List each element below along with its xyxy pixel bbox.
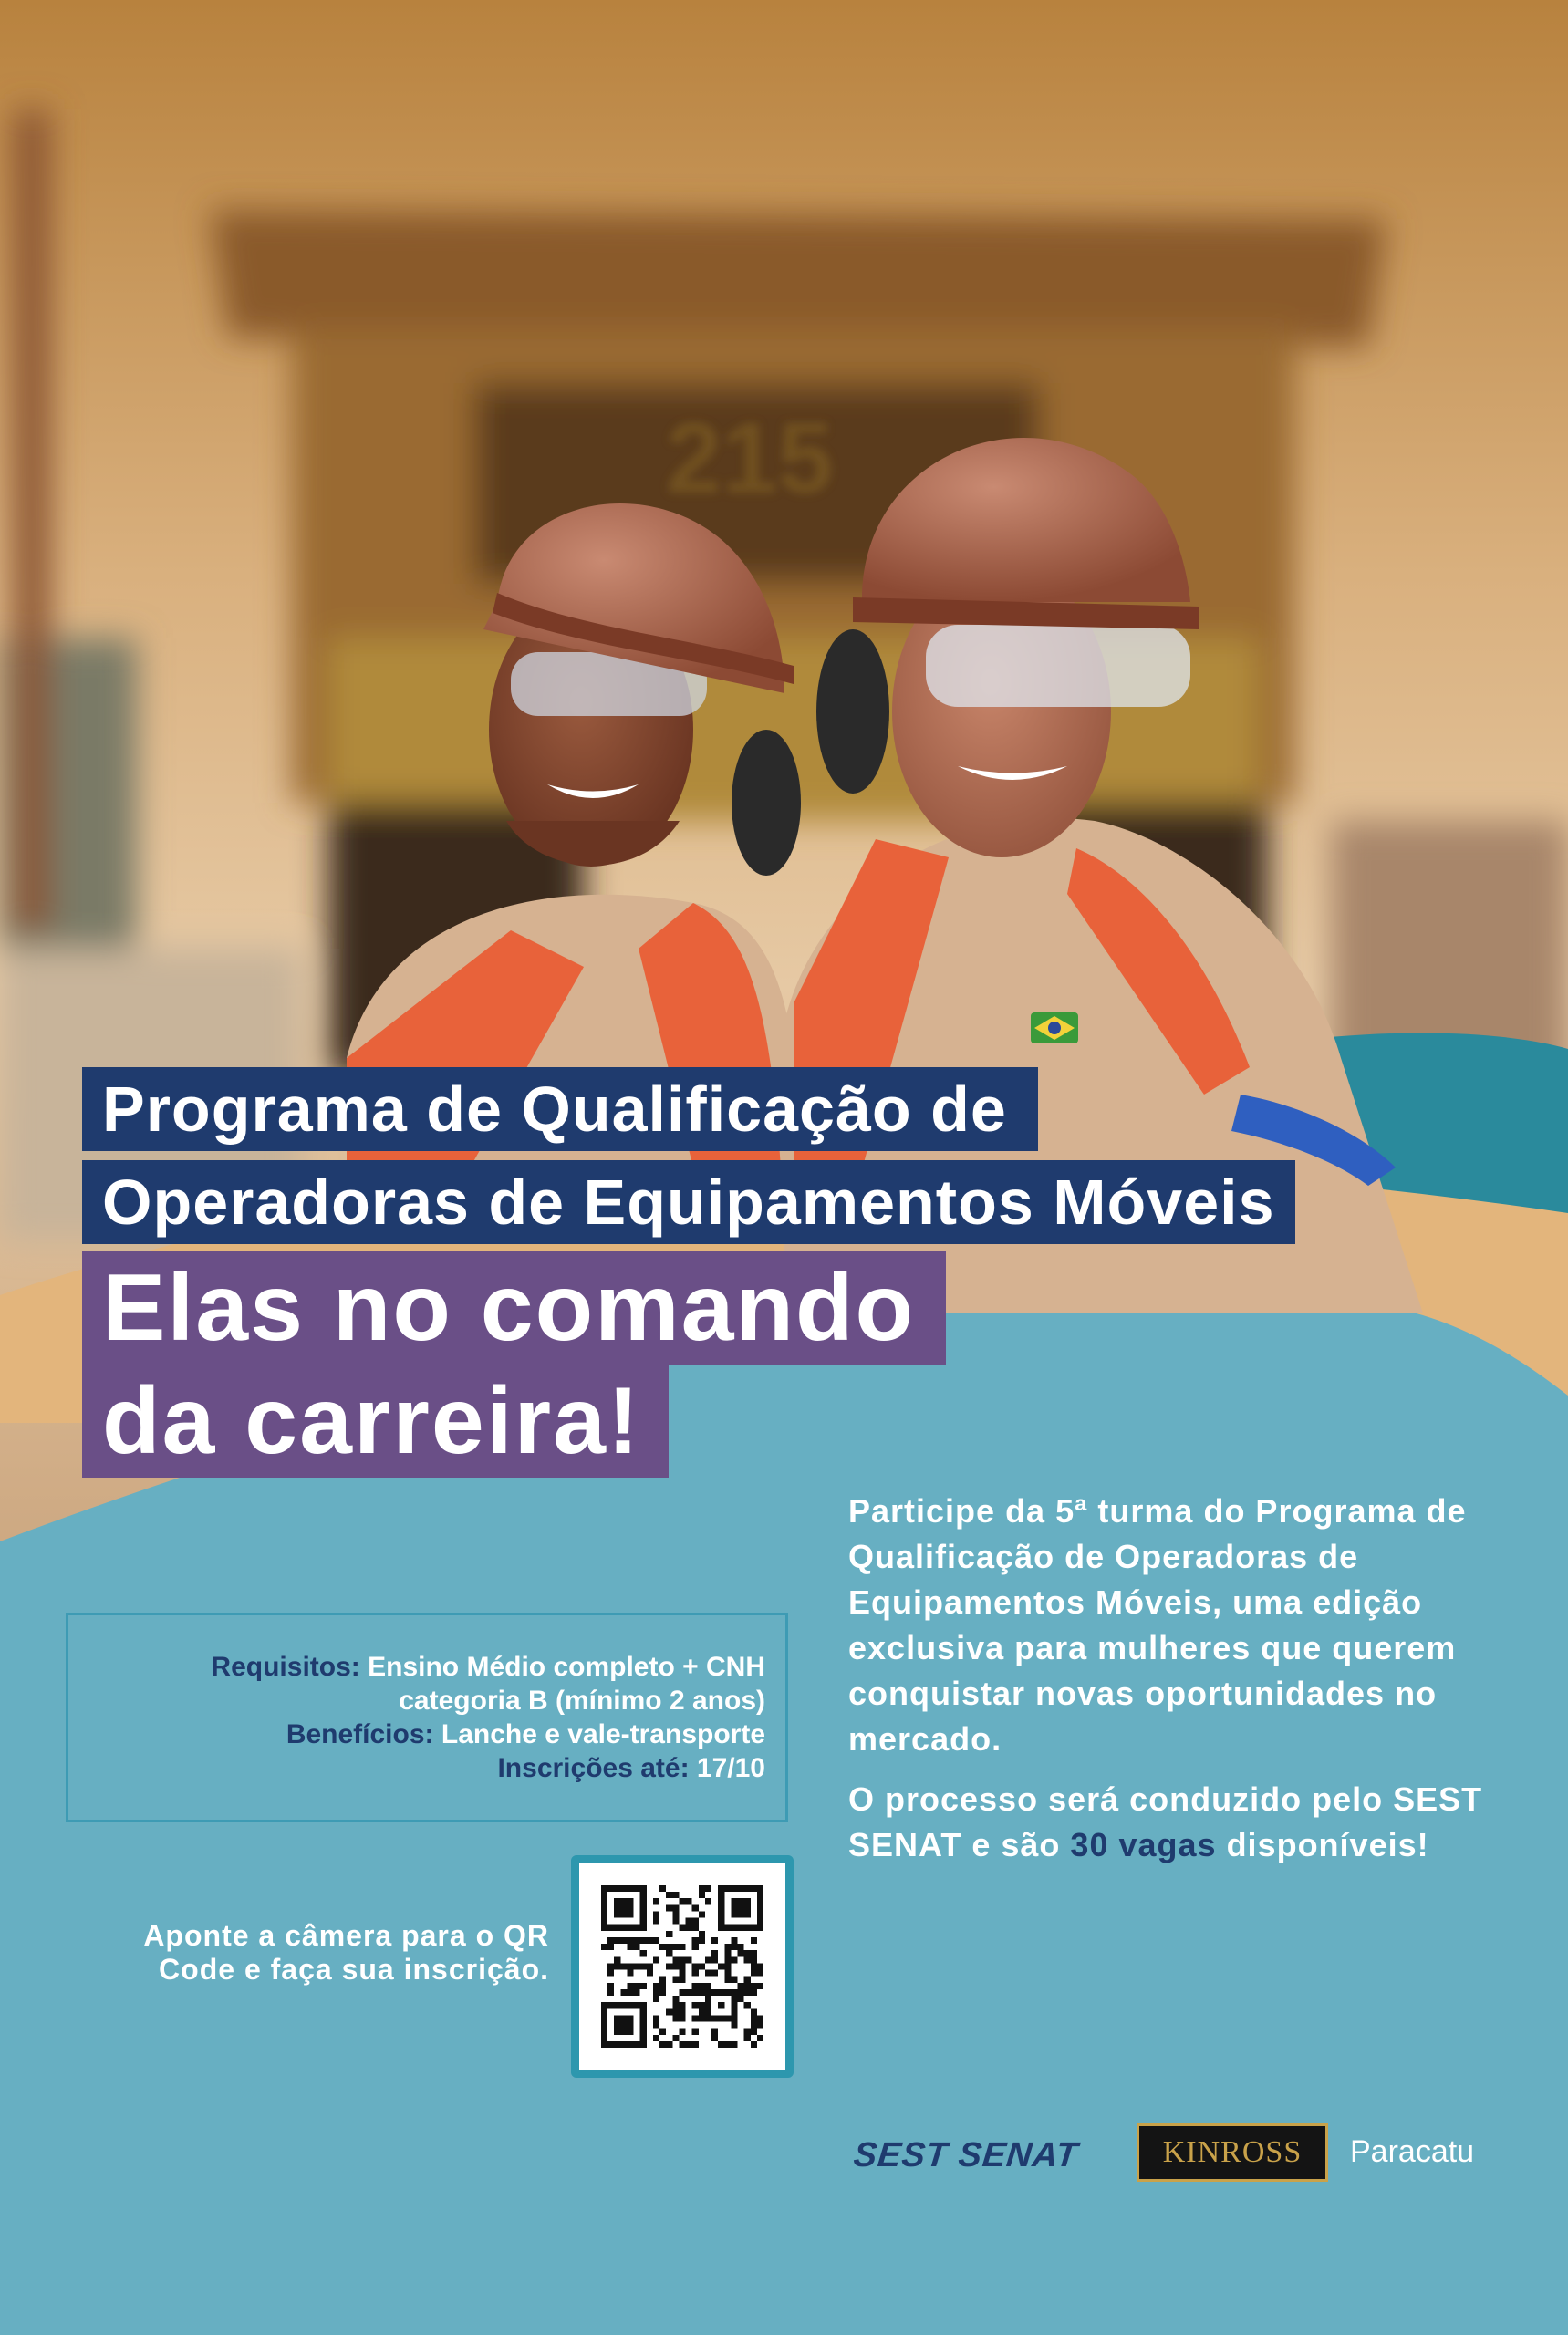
benefits-value: Lanche e vale-transporte xyxy=(441,1719,765,1749)
requirements-label: Requisitos: xyxy=(211,1652,360,1682)
kinross-logo: KINROSS xyxy=(1137,2123,1328,2182)
qr-code[interactable] xyxy=(571,1855,794,2078)
qr-caption: Aponte a câmera para o QR Code e faça sua inscrição. xyxy=(143,1919,549,1986)
requirements-value: Ensino Médio completo + CNH categoria B (mínimo 2 anos) xyxy=(368,1652,765,1716)
requirements-box xyxy=(66,1613,788,1822)
process-text-end: disponíveis! xyxy=(1226,1826,1429,1863)
process-paragraph xyxy=(848,1777,1505,1868)
sest-senat-logo: SEST SENAT xyxy=(851,2136,1081,2174)
process-text: O processo será conduzido pelo SEST SENAT e são xyxy=(848,1780,1483,1863)
intro-text xyxy=(848,1489,1505,1883)
sponsor-logos xyxy=(851,2123,1529,2187)
program-title-line1: Programa de Qualificação de xyxy=(82,1067,1038,1151)
qr-code-icon[interactable] xyxy=(601,1885,763,2048)
requirements-line xyxy=(90,1650,765,1718)
deadline-line xyxy=(90,1751,765,1785)
deadline-label: Inscrições até: xyxy=(497,1753,690,1783)
vagas-highlight: 30 vagas xyxy=(1070,1826,1217,1863)
paracatu-label: Paracatu xyxy=(1350,2134,1475,2169)
deadline-value: 17/10 xyxy=(696,1753,765,1783)
intro-paragraph: Participe da 5ª turma do Programa de Qualificação de Operadoras de Equipamentos Móveis, uma edição exclusiva para mulheres que querem conquistar novas oportunidades no mercado. xyxy=(848,1492,1467,1758)
truck-number: 215 xyxy=(666,402,834,514)
program-title-line2: Operadoras de Equipamentos Móveis xyxy=(82,1160,1295,1244)
tagline-line2: da carreira! xyxy=(82,1365,669,1478)
benefits-label: Benefícios: xyxy=(286,1719,434,1749)
benefits-line xyxy=(90,1718,765,1751)
tagline-line1: Elas no comando xyxy=(82,1251,946,1365)
